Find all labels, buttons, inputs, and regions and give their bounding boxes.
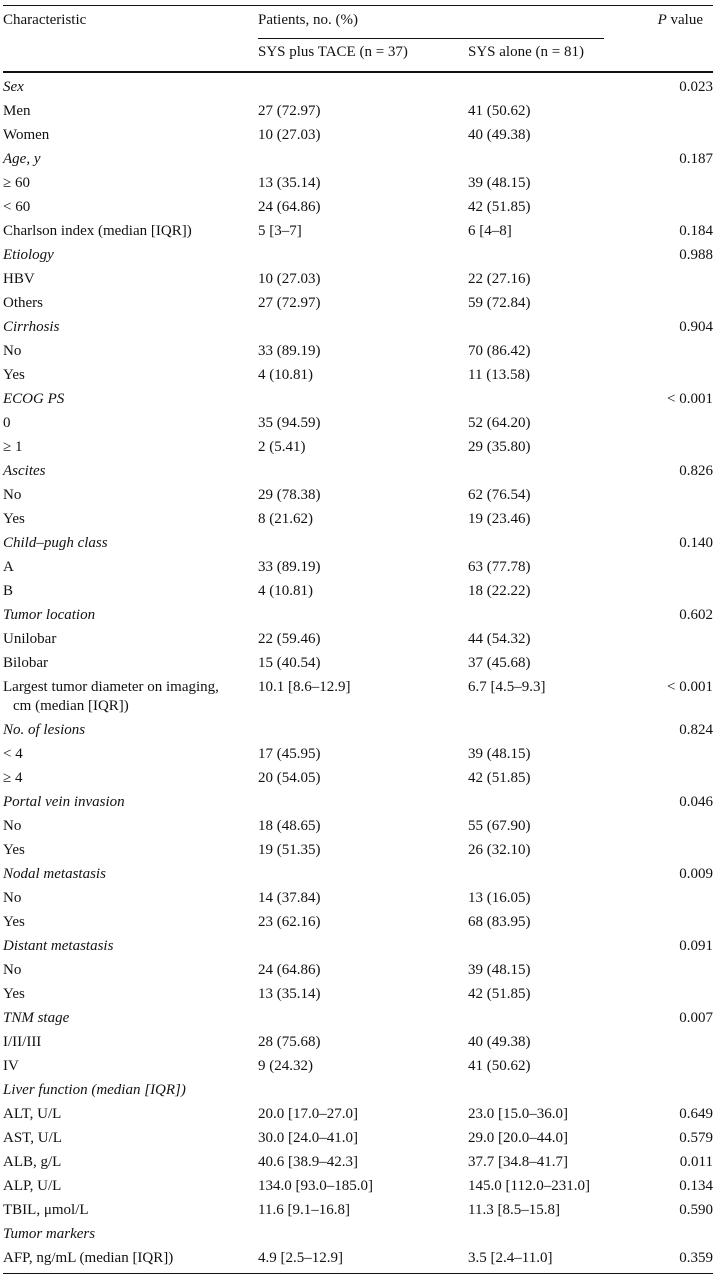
p-value: 0.011 bbox=[679, 1154, 713, 1170]
table-row bbox=[3, 294, 713, 318]
sys-alone-value: 3.5 [2.4–11.0] bbox=[468, 1250, 553, 1266]
p-value bbox=[648, 174, 713, 198]
p-value bbox=[648, 414, 713, 438]
sys-plus-tace-value: 33 (89.19) bbox=[258, 343, 321, 359]
sys-plus-tace-value bbox=[258, 606, 468, 630]
row-label: Nodal metastasis bbox=[3, 866, 106, 882]
p-value: 0.140 bbox=[679, 535, 713, 551]
category-row bbox=[3, 73, 713, 102]
row-label: I/II/III bbox=[3, 1034, 42, 1050]
p-value bbox=[648, 1081, 713, 1105]
table-row bbox=[3, 438, 713, 462]
table-row bbox=[3, 1057, 713, 1081]
table-row bbox=[3, 1105, 713, 1129]
row-label: Charlson index (median [IQR]) bbox=[3, 223, 192, 239]
p-value: 0.134 bbox=[679, 1178, 713, 1194]
table-row bbox=[3, 889, 713, 913]
row-label: Yes bbox=[3, 914, 25, 930]
row-label: IV bbox=[3, 1058, 19, 1074]
sys-plus-tace-value: 35 (94.59) bbox=[258, 415, 321, 431]
table-row bbox=[3, 510, 713, 534]
category-row bbox=[3, 721, 713, 745]
sys-plus-tace-value: 29 (78.38) bbox=[258, 487, 321, 503]
sys-plus-tace-value: 27 (72.97) bbox=[258, 295, 321, 311]
sys-plus-tace-value: 24 (64.86) bbox=[258, 962, 321, 978]
row-label: TBIL, μmol/L bbox=[3, 1202, 89, 1218]
table-row bbox=[3, 126, 713, 150]
sys-alone-value: 18 (22.22) bbox=[468, 583, 531, 599]
sys-plus-tace-value: 20.0 [17.0–27.0] bbox=[258, 1106, 358, 1122]
sys-alone-value: 59 (72.84) bbox=[468, 295, 531, 311]
sys-alone-value bbox=[468, 318, 648, 342]
table-row bbox=[3, 678, 713, 721]
table-row bbox=[3, 222, 713, 246]
sys-plus-tace-value bbox=[258, 1009, 468, 1033]
sys-plus-tace-value bbox=[258, 1225, 468, 1249]
table-row bbox=[3, 1033, 713, 1057]
row-label: No bbox=[3, 890, 22, 906]
table-row bbox=[3, 198, 713, 222]
p-value bbox=[648, 486, 713, 510]
header-patients-group: Patients, no. (%) bbox=[258, 12, 358, 28]
table-row bbox=[3, 414, 713, 438]
row-label: < 4 bbox=[3, 746, 23, 762]
row-label: Yes bbox=[3, 511, 25, 527]
row-label: TNM stage bbox=[3, 1010, 70, 1026]
table-row bbox=[3, 1249, 713, 1273]
category-row bbox=[3, 793, 713, 817]
p-value: < 0.001 bbox=[667, 679, 713, 695]
p-value: < 0.001 bbox=[667, 391, 713, 407]
sys-plus-tace-value: 10.1 [8.6–12.9] bbox=[258, 679, 351, 695]
p-value bbox=[648, 1225, 713, 1249]
row-label: Portal vein invasion bbox=[3, 794, 125, 810]
category-row bbox=[3, 1081, 713, 1105]
sys-plus-tace-value: 5 [3–7] bbox=[258, 223, 302, 239]
sys-alone-value: 6.7 [4.5–9.3] bbox=[468, 679, 546, 695]
row-label: Etiology bbox=[3, 247, 54, 263]
sys-plus-tace-value: 4 (10.81) bbox=[258, 367, 313, 383]
row-label: Bilobar bbox=[3, 655, 48, 671]
sys-plus-tace-value bbox=[258, 318, 468, 342]
row-label: ALP, U/L bbox=[3, 1178, 62, 1194]
header-p-value bbox=[658, 12, 703, 29]
row-label: ≥ 4 bbox=[3, 770, 23, 786]
row-label: No bbox=[3, 343, 22, 359]
header-p-italic: P bbox=[657, 12, 667, 28]
table-body bbox=[3, 73, 713, 1273]
p-value bbox=[648, 366, 713, 390]
sys-alone-value: 41 (50.62) bbox=[468, 1058, 531, 1074]
row-label: ECOG PS bbox=[3, 391, 65, 407]
sys-alone-value bbox=[468, 73, 648, 102]
sys-alone-value bbox=[468, 937, 648, 961]
category-row bbox=[3, 150, 713, 174]
p-value: 0.359 bbox=[679, 1250, 713, 1266]
sys-alone-value: 11 (13.58) bbox=[468, 367, 530, 383]
sys-plus-tace-value: 4.9 [2.5–12.9] bbox=[258, 1250, 343, 1266]
row-label: Child–pugh class bbox=[3, 535, 108, 551]
table-row bbox=[3, 270, 713, 294]
row-label: ALB, g/L bbox=[3, 1154, 62, 1170]
header-p-rest: value bbox=[666, 12, 703, 28]
p-value bbox=[648, 745, 713, 769]
sys-alone-value: 42 (51.85) bbox=[468, 986, 531, 1002]
category-row bbox=[3, 318, 713, 342]
table-row bbox=[3, 1153, 713, 1177]
data-table bbox=[3, 73, 713, 1273]
sys-alone-value bbox=[468, 246, 648, 270]
category-row bbox=[3, 1225, 713, 1249]
sys-plus-tace-value: 10 (27.03) bbox=[258, 127, 321, 143]
sys-alone-value: 37.7 [34.8–41.7] bbox=[468, 1154, 568, 1170]
sys-alone-value: 44 (54.32) bbox=[468, 631, 531, 647]
sys-plus-tace-value bbox=[258, 390, 468, 414]
row-label: Men bbox=[3, 103, 31, 119]
sys-plus-tace-value: 13 (35.14) bbox=[258, 986, 321, 1002]
category-row bbox=[3, 1009, 713, 1033]
category-row bbox=[3, 606, 713, 630]
sys-alone-value: 40 (49.38) bbox=[468, 127, 531, 143]
p-value bbox=[648, 438, 713, 462]
sys-alone-value: 26 (32.10) bbox=[468, 842, 531, 858]
p-value bbox=[648, 342, 713, 366]
p-value bbox=[648, 510, 713, 534]
row-label: No bbox=[3, 487, 22, 503]
sys-alone-value: 23.0 [15.0–36.0] bbox=[468, 1106, 568, 1122]
p-value bbox=[648, 294, 713, 318]
sys-alone-value: 39 (48.15) bbox=[468, 962, 531, 978]
sys-alone-value bbox=[468, 1081, 648, 1105]
p-value: 0.187 bbox=[679, 151, 713, 167]
header-sys-alone: SYS alone (n = 81) bbox=[468, 44, 584, 60]
sys-alone-value: 52 (64.20) bbox=[468, 415, 531, 431]
sys-plus-tace-value bbox=[258, 865, 468, 889]
sys-alone-value: 145.0 [112.0–231.0] bbox=[468, 1178, 590, 1194]
sys-alone-value: 13 (16.05) bbox=[468, 890, 531, 906]
sys-plus-tace-value bbox=[258, 937, 468, 961]
sys-plus-tace-value: 11.6 [9.1–16.8] bbox=[258, 1202, 350, 1218]
sys-plus-tace-value bbox=[258, 246, 468, 270]
table-row bbox=[3, 1177, 713, 1201]
sys-alone-value: 11.3 [8.5–15.8] bbox=[468, 1202, 560, 1218]
sys-alone-value bbox=[468, 1009, 648, 1033]
table-row bbox=[3, 102, 713, 126]
row-label: Age, y bbox=[3, 151, 41, 167]
group-rule bbox=[258, 38, 604, 39]
sys-plus-tace-value bbox=[258, 1081, 468, 1105]
sys-alone-value: 68 (83.95) bbox=[468, 914, 531, 930]
p-value bbox=[648, 961, 713, 985]
sys-plus-tace-value bbox=[258, 534, 468, 558]
table-row bbox=[3, 1129, 713, 1153]
row-label: Liver function (median [IQR]) bbox=[3, 1082, 186, 1098]
row-label: ≥ 1 bbox=[3, 439, 23, 455]
sys-alone-value bbox=[468, 462, 648, 486]
table-row bbox=[3, 769, 713, 793]
row-label: < 60 bbox=[3, 199, 31, 215]
table-row bbox=[3, 342, 713, 366]
table-row bbox=[3, 817, 713, 841]
table-row bbox=[3, 1201, 713, 1225]
p-value bbox=[648, 889, 713, 913]
p-value bbox=[648, 817, 713, 841]
row-label: No. of lesions bbox=[3, 722, 86, 738]
p-value: 0.824 bbox=[679, 722, 713, 738]
p-value bbox=[648, 582, 713, 606]
p-value bbox=[648, 126, 713, 150]
table-row bbox=[3, 985, 713, 1009]
table-row bbox=[3, 486, 713, 510]
sys-alone-value: 37 (45.68) bbox=[468, 655, 531, 671]
p-value: 0.988 bbox=[679, 247, 713, 263]
p-value: 0.009 bbox=[679, 866, 713, 882]
row-label: Tumor location bbox=[3, 607, 96, 623]
table-row bbox=[3, 174, 713, 198]
row-label: ALT, U/L bbox=[3, 1106, 62, 1122]
sys-plus-tace-value: 33 (89.19) bbox=[258, 559, 321, 575]
p-value bbox=[648, 841, 713, 865]
row-label: Sex bbox=[3, 79, 24, 95]
row-label: Ascites bbox=[3, 463, 46, 479]
sys-alone-value: 6 [4–8] bbox=[468, 223, 512, 239]
sys-plus-tace-value bbox=[258, 73, 468, 102]
sys-alone-value bbox=[468, 1225, 648, 1249]
sys-alone-value: 29.0 [20.0–44.0] bbox=[468, 1130, 568, 1146]
sys-plus-tace-value: 9 (24.32) bbox=[258, 1058, 313, 1074]
baseline-characteristics-table bbox=[3, 5, 713, 1274]
row-label: Distant metastasis bbox=[3, 938, 114, 954]
category-row bbox=[3, 534, 713, 558]
p-value bbox=[648, 630, 713, 654]
sys-alone-value: 19 (23.46) bbox=[468, 511, 531, 527]
p-value: 0.826 bbox=[679, 463, 713, 479]
sys-alone-value: 63 (77.78) bbox=[468, 559, 531, 575]
p-value: 0.091 bbox=[679, 938, 713, 954]
sys-plus-tace-value: 8 (21.62) bbox=[258, 511, 313, 527]
p-value: 0.046 bbox=[679, 794, 713, 810]
category-row bbox=[3, 462, 713, 486]
p-value bbox=[648, 558, 713, 582]
sys-plus-tace-value: 19 (51.35) bbox=[258, 842, 321, 858]
table-row bbox=[3, 366, 713, 390]
sys-plus-tace-value bbox=[258, 793, 468, 817]
sys-alone-value: 62 (76.54) bbox=[468, 487, 531, 503]
row-label: A bbox=[3, 559, 14, 575]
p-value: 0.023 bbox=[679, 79, 713, 95]
sys-alone-value bbox=[468, 721, 648, 745]
category-row bbox=[3, 390, 713, 414]
sys-alone-value: 55 (67.90) bbox=[468, 818, 531, 834]
category-row bbox=[3, 865, 713, 889]
p-value: 0.649 bbox=[679, 1106, 713, 1122]
sys-alone-value: 40 (49.38) bbox=[468, 1034, 531, 1050]
sys-alone-value: 41 (50.62) bbox=[468, 103, 531, 119]
table-row bbox=[3, 654, 713, 678]
sys-plus-tace-value: 40.6 [38.9–42.3] bbox=[258, 1154, 358, 1170]
sys-alone-value: 29 (35.80) bbox=[468, 439, 531, 455]
p-value bbox=[648, 913, 713, 937]
sys-alone-value: 42 (51.85) bbox=[468, 199, 531, 215]
table-row bbox=[3, 582, 713, 606]
p-value: 0.590 bbox=[679, 1202, 713, 1218]
table-row bbox=[3, 558, 713, 582]
row-label: Cirrhosis bbox=[3, 319, 60, 335]
table-row bbox=[3, 961, 713, 985]
row-label: No bbox=[3, 818, 22, 834]
sys-alone-value bbox=[468, 390, 648, 414]
header-characteristic: Characteristic bbox=[3, 12, 87, 28]
sys-alone-value: 42 (51.85) bbox=[468, 770, 531, 786]
row-label: Unilobar bbox=[3, 631, 57, 647]
sys-plus-tace-value: 23 (62.16) bbox=[258, 914, 321, 930]
p-value bbox=[648, 985, 713, 1009]
p-value bbox=[648, 654, 713, 678]
row-label: No bbox=[3, 962, 22, 978]
sys-plus-tace-value: 20 (54.05) bbox=[258, 770, 321, 786]
sys-plus-tace-value: 24 (64.86) bbox=[258, 199, 321, 215]
p-value: 0.184 bbox=[679, 223, 713, 239]
sys-alone-value bbox=[468, 793, 648, 817]
sys-plus-tace-value bbox=[258, 721, 468, 745]
sys-plus-tace-value: 13 (35.14) bbox=[258, 175, 321, 191]
sys-alone-value: 39 (48.15) bbox=[468, 175, 531, 191]
row-label: 0 bbox=[3, 415, 11, 431]
sys-plus-tace-value bbox=[258, 150, 468, 174]
table-row bbox=[3, 745, 713, 769]
sys-plus-tace-value: 134.0 [93.0–185.0] bbox=[258, 1178, 373, 1194]
table-row bbox=[3, 913, 713, 937]
p-value bbox=[648, 270, 713, 294]
table-row bbox=[3, 630, 713, 654]
table-header bbox=[3, 6, 713, 71]
sys-alone-value bbox=[468, 150, 648, 174]
p-value bbox=[648, 102, 713, 126]
sys-alone-value bbox=[468, 534, 648, 558]
row-label: HBV bbox=[3, 271, 35, 287]
sys-plus-tace-value: 27 (72.97) bbox=[258, 103, 321, 119]
row-label: Others bbox=[3, 295, 43, 311]
p-value bbox=[648, 1057, 713, 1081]
sys-alone-value: 22 (27.16) bbox=[468, 271, 531, 287]
sys-plus-tace-value: 30.0 [24.0–41.0] bbox=[258, 1130, 358, 1146]
sys-alone-value: 39 (48.15) bbox=[468, 746, 531, 762]
sys-plus-tace-value: 22 (59.46) bbox=[258, 631, 321, 647]
row-label: AST, U/L bbox=[3, 1130, 62, 1146]
table-row bbox=[3, 841, 713, 865]
sys-plus-tace-value: 28 (75.68) bbox=[258, 1034, 321, 1050]
sys-alone-value bbox=[468, 606, 648, 630]
p-value bbox=[648, 769, 713, 793]
sys-plus-tace-value: 14 (37.84) bbox=[258, 890, 321, 906]
p-value: 0.579 bbox=[679, 1130, 713, 1146]
row-label: Yes bbox=[3, 842, 25, 858]
row-label: Yes bbox=[3, 367, 25, 383]
row-label: ≥ 60 bbox=[3, 175, 30, 191]
row-label: B bbox=[3, 583, 14, 599]
sys-plus-tace-value: 17 (45.95) bbox=[258, 746, 321, 762]
bottom-rule bbox=[3, 1273, 713, 1274]
row-label: Yes bbox=[3, 986, 25, 1002]
sys-plus-tace-value: 18 (48.65) bbox=[258, 818, 321, 834]
row-label: Women bbox=[3, 127, 50, 143]
row-label: AFP, ng/mL (median [IQR]) bbox=[3, 1250, 174, 1266]
category-row bbox=[3, 937, 713, 961]
p-value: 0.904 bbox=[679, 319, 713, 335]
row-label-line1: Largest tumor diameter on imaging, bbox=[3, 679, 219, 695]
sys-plus-tace-value bbox=[258, 462, 468, 486]
sys-plus-tace-value: 2 (5.41) bbox=[258, 439, 306, 455]
p-value bbox=[648, 198, 713, 222]
row-label-line2: cm (median [IQR]) bbox=[13, 698, 129, 714]
sys-alone-value bbox=[468, 865, 648, 889]
header-sys-plus-tace: SYS plus TACE (n = 37) bbox=[258, 44, 408, 60]
sys-plus-tace-value: 10 (27.03) bbox=[258, 271, 321, 287]
p-value: 0.602 bbox=[679, 607, 713, 623]
sys-alone-value: 70 (86.42) bbox=[468, 343, 531, 359]
sys-plus-tace-value: 15 (40.54) bbox=[258, 655, 321, 671]
category-row bbox=[3, 246, 713, 270]
p-value: 0.007 bbox=[679, 1010, 713, 1026]
sys-plus-tace-value: 4 (10.81) bbox=[258, 583, 313, 599]
row-label bbox=[3, 678, 258, 721]
row-label: Tumor markers bbox=[3, 1226, 96, 1242]
p-value bbox=[648, 1033, 713, 1057]
